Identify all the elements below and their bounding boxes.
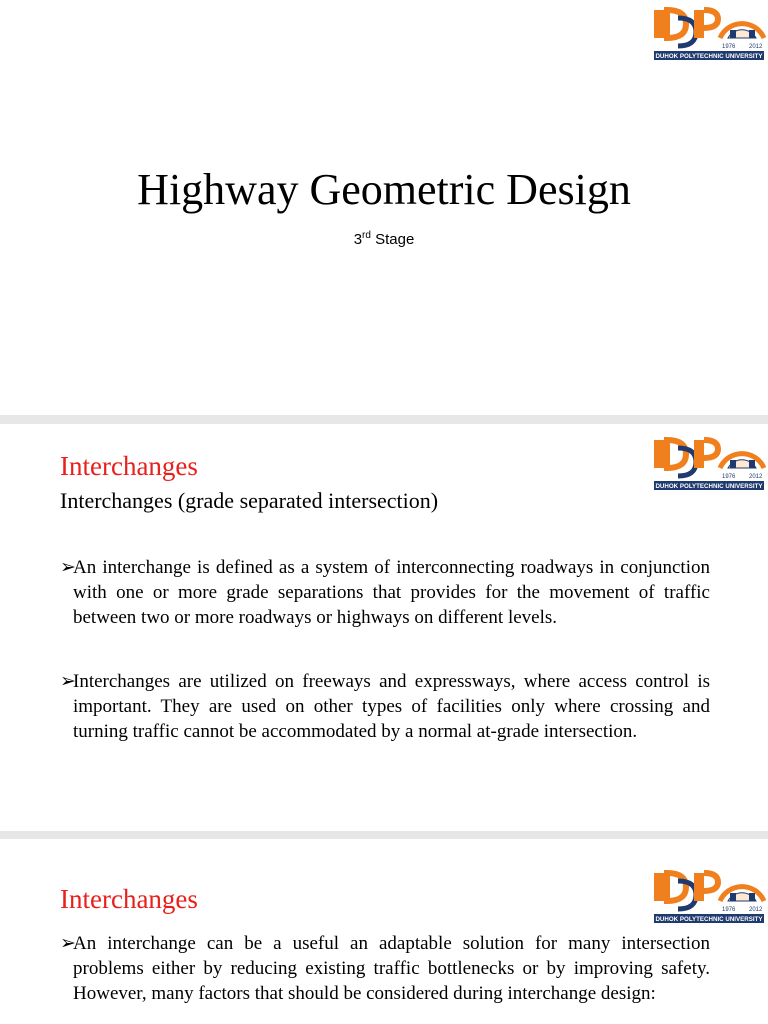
logo-year-left: 1976 bbox=[722, 907, 736, 913]
bullet-text: An interchange is defined as a system of interconnecting roadways in conjunction with one or more grade separations that provides for the movement of traffic between two or more roadways or highways on different levels. bbox=[73, 557, 710, 628]
logo-caption: DUHOK POLYTECHNIC UNIVERSITY bbox=[655, 483, 763, 490]
bullet-arrow-icon: ➢ bbox=[60, 671, 76, 692]
logo-year-left: 1976 bbox=[722, 474, 736, 480]
logo-year-right: 2012 bbox=[749, 44, 763, 50]
logo-caption: DUHOK POLYTECHNIC UNIVERSITY bbox=[655, 916, 763, 923]
logo-year-right: 2012 bbox=[749, 474, 763, 480]
logo-caption: DUHOK POLYTECHNIC UNIVERSITY bbox=[655, 53, 763, 60]
subtitle-text: Stage bbox=[370, 231, 415, 248]
university-logo bbox=[652, 434, 766, 492]
bullet-arrow-icon: ➢ bbox=[60, 933, 76, 954]
university-logo bbox=[652, 867, 766, 925]
bullet-item bbox=[60, 931, 710, 1006]
bullet-item bbox=[60, 555, 710, 630]
slide-subheading: Interchanges (grade separated intersection) bbox=[60, 488, 439, 513]
bullet-item bbox=[60, 669, 710, 744]
university-logo bbox=[652, 4, 766, 62]
logo-year-left: 1976 bbox=[722, 44, 736, 50]
bullet-text: An interchange can be a useful an adaptable solution for many intersection problems either by reducing existing traffic bottlenecks or by improving safety. However, many factors that should be considered during interchange design: bbox=[73, 933, 710, 1004]
slide-interchanges-definition bbox=[0, 424, 768, 831]
slide-heading: Interchanges bbox=[60, 451, 198, 481]
slide-interchanges-factors bbox=[0, 839, 768, 1024]
subtitle-number: 3 bbox=[353, 231, 363, 248]
slide-title bbox=[0, 0, 768, 415]
presentation-subtitle bbox=[0, 230, 768, 248]
logo-year-right: 2012 bbox=[749, 907, 763, 913]
bullet-text: Interchanges are utilized on freeways and expressways, where access control is important. They are used on other types of facilities only where crossing and turning traffic cannot be accommodated by a normal at-grade intersection. bbox=[73, 671, 710, 742]
presentation-title: Highway Geometric Design bbox=[137, 165, 631, 214]
bullet-arrow-icon: ➢ bbox=[60, 557, 76, 578]
slide-heading: Interchanges bbox=[60, 884, 198, 914]
subtitle-superscript: rd bbox=[362, 230, 371, 241]
